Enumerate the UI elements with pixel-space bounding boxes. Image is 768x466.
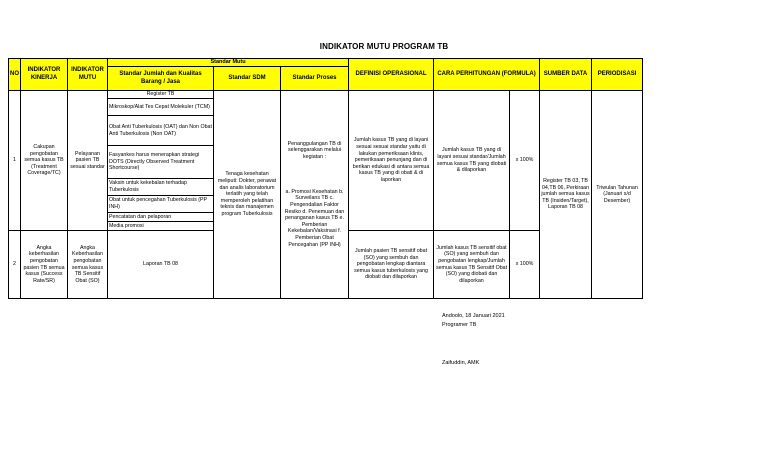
periodisasi-cell: Triwulan Tahunan (Januari s/d Desember)	[592, 91, 643, 299]
row-1-item-1: Register TB	[108, 91, 214, 99]
header-no: NO	[9, 59, 21, 91]
row-1-definisi: Jumlah kasus TB yang di layani sesuai sesuai standar yaitu di lakukan pemeriksaan klinis, pemeriksaan penunjang dan di berikan edukasi di antara semua kasus TB yang di obati & di laporkan	[349, 91, 434, 231]
row-2-definisi: Jumlah pasien TB sensitif obat (SO) yang sembuh dan pengobatan lengkap diantara semua kasus tuberkulosis yang diobati dan dilaporkan	[349, 231, 434, 299]
header-indikator-kinerja: INDIKATOR KINERJA	[21, 59, 68, 91]
row-2-cara: Jumlah kasus TB sensitif obat (SO) yang sembuh dan pengobatan lengkap/Jumlah semua kasus TB Sensitif Obat (SO) yang diobati dan dilaporkan	[434, 231, 510, 299]
row-2-indikator-kinerja: Angka keberhasilan pengobatan pasien TB semua kasus (Success Rate/SR)	[21, 231, 68, 299]
row-1-item-6: Obat untuk pencegahan Tuberkulosis (PP INH)	[108, 196, 214, 213]
header-periodisasi: PERIODISASI	[592, 59, 643, 91]
standar-proses-list: a. Promosi Kesehatan b. Surveilans TB c. Pengendalian Faktor Resiko d. Penemuan dan penanganan kasus TB e. Pemberian Kekebalan/Vaksinasi f. Pemberian Obat Pencegahan (PP INH)	[284, 188, 345, 248]
indicator-table	[8, 58, 643, 299]
header-standar-proses: Standar Proses	[281, 67, 349, 91]
document-title: INDIKATOR MUTU PROGRAM TB	[319, 42, 449, 51]
row-1-no: 1	[9, 91, 21, 231]
standar-sdm-cell: Tenaga kesehatan meliputi: Dokter, perawat dan analis laboratorium terlatih yang telah memperoleh pelatihan teknis dan manajemen program Tuberkulosis	[214, 91, 281, 299]
signature-role: Programer TB	[442, 322, 477, 328]
sumber-data-cell: Register TB 03, TB 04,TB 06, Perkiraan jumlah semua kasus TB (Insiden/Target), Laporan TB 08	[540, 91, 592, 299]
row-1-item-3: Obat Anti Tuberkulosis (OAT) dan Non Obat Anti Tuberkulosis (Non OAT)	[108, 116, 214, 146]
row-1-multiplier: x 100%	[510, 91, 540, 231]
signature-name: Zaifuddin, AMK	[442, 360, 480, 366]
signature-place-date: Andoolo, 18 Januari 2021	[442, 313, 505, 319]
header-standar-mutu: Standar Mutu	[108, 59, 349, 67]
header-standar-jumlah: Standar Jumlah dan Kualitas Barang / Jasa	[108, 67, 214, 91]
header-definisi: DEFINISI OPERASIONAL	[349, 59, 434, 91]
standar-proses-intro: Penanggulangan TB di selenggarakan melalui kegiatan :	[287, 140, 342, 161]
header-cara-perhitungan: CARA PERHITUNGAN (FORMULA)	[434, 59, 540, 91]
row-1-item-7: Pencatatan dan pelaporan	[108, 213, 214, 222]
header-indikator-mutu: INDIKATOR MUTU	[68, 59, 108, 91]
row-1-item-2: Mikroskop/Alat Tes Cepat Molekuler (TCM)	[108, 99, 214, 116]
row-1-indikator-kinerja: Cakupan pengobatan semua kasus TB (Treatment Coverage/TC)	[21, 91, 68, 231]
row-1-cara: Jumlah kasus TB yang di layani sesuai standar/Jumlah semua kasus TB yang diobati & dilaporkan	[434, 91, 510, 231]
row-1-indikator-mutu: Pelayanan pasien TB sesuai standar	[68, 91, 108, 231]
row-1-item-4: Fasyankes harus menerapkan strategi DOTS (Directly Observed Treatment Shortcourse)	[108, 146, 214, 179]
row-2-indikator-mutu: Angka Keberhasilan pengobatan semua kasus TB Sensitif Obat (SO)	[68, 231, 108, 299]
header-standar-sdm: Standar SDM	[214, 67, 281, 91]
standar-proses-cell	[281, 91, 349, 299]
header-sumber-data: SUMBER DATA	[540, 59, 592, 91]
row-1-item-5: Vaksin untuk kekebalan terhadap Tuberkulosis	[108, 179, 214, 196]
row-2-multiplier: x 100%	[510, 231, 540, 299]
row-1-item-8: Media promosi	[108, 222, 214, 231]
row-2-item-1: Laporan TB 08	[108, 231, 214, 299]
row-2-no: 2	[9, 231, 21, 299]
